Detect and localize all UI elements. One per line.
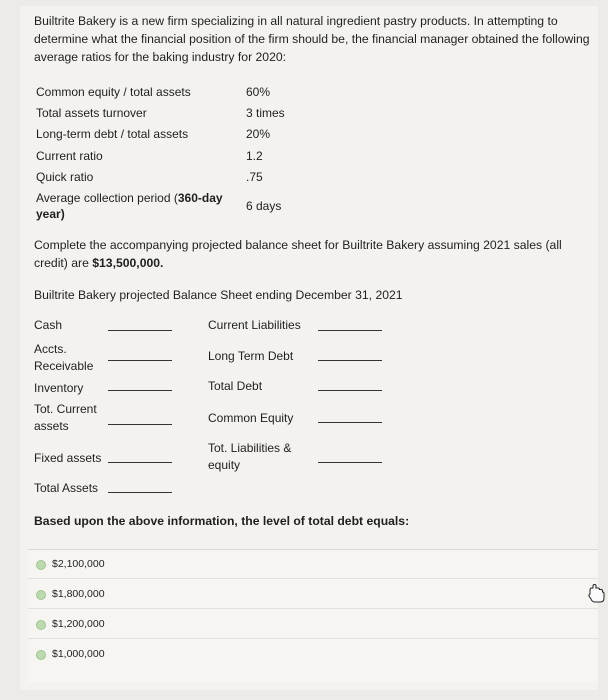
bs-tca-label-line1: Tot. Current	[34, 402, 97, 416]
bs-ltd-label: Long Term Debt	[208, 349, 294, 363]
bs-ce-blank	[318, 422, 382, 423]
ratio-label-collection	[36, 190, 223, 222]
ratio-value-current: 1.2	[246, 149, 263, 163]
bs-cash-label: Cash	[34, 318, 63, 332]
bs-tle-label	[208, 440, 291, 474]
bs-tca-blank	[108, 424, 172, 425]
option-radio-3[interactable]	[36, 620, 46, 630]
bs-ar-blank	[108, 360, 172, 361]
bs-tca-label-line2: assets	[34, 419, 69, 433]
option-label-2[interactable]: $1,800,000	[52, 588, 105, 600]
bs-cl-label: Current Liabilities	[208, 318, 301, 332]
instruction-paragraph	[34, 236, 590, 272]
bs-td-blank	[318, 390, 382, 391]
option-divider	[28, 638, 598, 639]
bs-ar-label	[34, 341, 93, 375]
option-radio-1[interactable]	[36, 560, 46, 570]
ratio-label-turnover: Total assets turnover	[36, 106, 147, 120]
ratio-label-equity: Common equity / total assets	[36, 85, 191, 99]
ratio-label-collection-line2: year)	[36, 207, 65, 221]
option-label-1[interactable]: $2,100,000	[52, 558, 105, 570]
bs-ltd-blank	[318, 360, 382, 361]
hand-cursor-icon	[586, 584, 608, 604]
option-label-4[interactable]: $1,000,000	[52, 648, 105, 660]
ratio-label-collection-pre: Average collection period (	[36, 191, 178, 205]
ratio-label-ltd: Long-term debt / total assets	[36, 127, 189, 141]
bs-ce-label: Common Equity	[208, 411, 294, 425]
balance-sheet-title: Builtrite Bakery projected Balance Sheet ending December 31, 2021	[34, 288, 403, 302]
bs-total-assets-blank	[108, 492, 172, 493]
option-divider	[28, 578, 598, 579]
bs-fixed-label: Fixed assets	[34, 451, 102, 465]
option-divider	[28, 608, 598, 609]
ratio-value-collection: 6 days	[246, 199, 282, 213]
bs-td-label: Total Debt	[208, 379, 263, 393]
bs-tle-blank	[318, 462, 382, 463]
answer-options	[28, 549, 598, 682]
bs-tca-label	[34, 401, 97, 435]
bs-cash-blank	[108, 330, 172, 331]
bs-inventory-blank	[108, 390, 172, 391]
instruction-text: Complete the accompanying projected balance sheet for Builtrite Bakery assuming 2021 sales (all credit) are	[34, 238, 562, 270]
ratio-label-quick: Quick ratio	[36, 170, 94, 184]
bs-fixed-blank	[108, 462, 172, 463]
ratio-label-current: Current ratio	[36, 149, 103, 163]
bs-inventory-label: Inventory	[34, 381, 84, 395]
instruction-amount: $13,500,000.	[92, 256, 164, 270]
ratio-value-ltd: 20%	[246, 127, 271, 141]
bs-ar-label-line2: Receivable	[34, 359, 94, 373]
bs-total-assets-label: Total Assets	[34, 481, 99, 495]
option-label-3[interactable]: $1,200,000	[52, 618, 105, 630]
bs-cl-blank	[318, 330, 382, 331]
ratio-value-turnover: 3 times	[246, 106, 285, 120]
option-radio-4[interactable]	[36, 650, 46, 660]
bs-tle-label-line2: equity	[208, 458, 241, 472]
option-radio-2[interactable]	[36, 590, 46, 600]
ratio-label-collection-bold: 360-day	[177, 191, 223, 205]
ratio-value-equity: 60%	[246, 85, 271, 99]
bs-tle-label-line1: Tot. Liabilities &	[208, 441, 292, 455]
ratio-value-quick: .75	[246, 170, 263, 184]
bs-ar-label-line1: Accts.	[34, 342, 67, 356]
question-text: Based upon the above information, the level of total debt equals:	[34, 514, 410, 528]
intro-paragraph: Builtrite Bakery is a new firm specializing in all natural ingredient pastry products. In attempting to determine what the financial position of the firm should be, the financial manager obtained the following average ratios for the baking industry for 2020:	[34, 14, 590, 64]
question-page	[20, 6, 598, 690]
